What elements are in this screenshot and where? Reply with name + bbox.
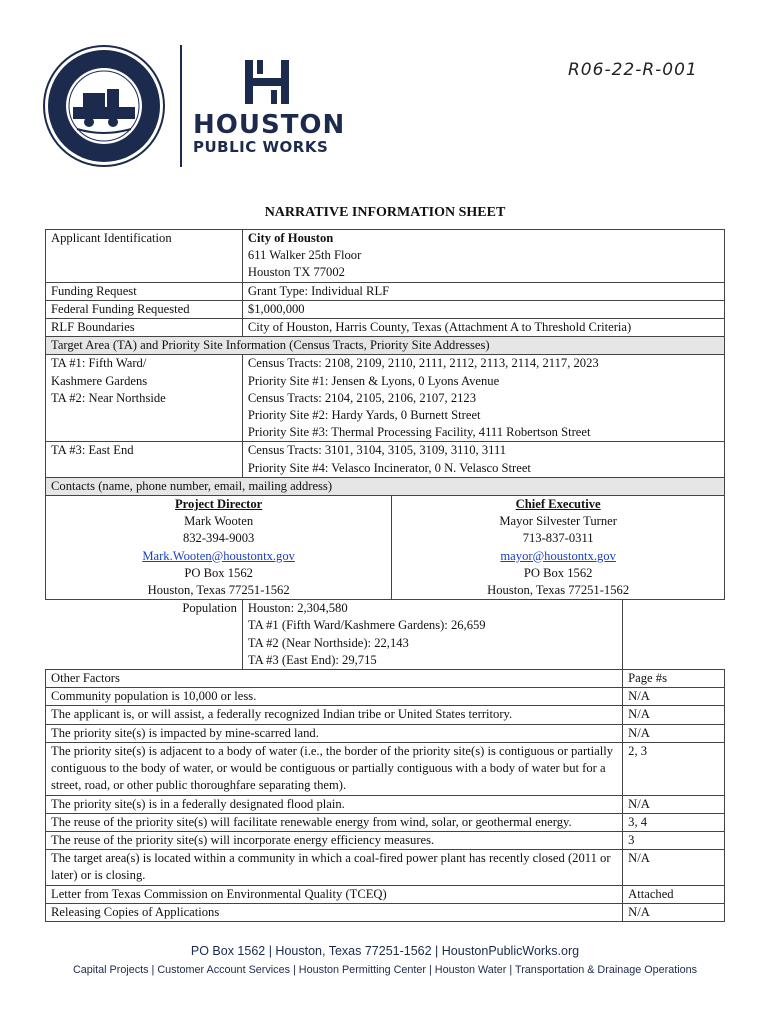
director-name: Mark Wooten <box>184 514 254 529</box>
factor-row-page: 2, 3 <box>623 742 725 795</box>
ta1-priority-site: Priority Site #1: Jensen & Lyons, 0 Lyons Avenue <box>247 373 500 388</box>
ta1-ta2-info <box>242 355 724 442</box>
factor-row-text: The priority site(s) is in a federally designated flood plain. <box>46 795 623 813</box>
logo-line-2: PUBLIC WORKS <box>193 138 329 156</box>
factor-row-text: The priority site(s) is impacted by mine-scarred land. <box>46 724 623 742</box>
ta1-label <box>46 355 243 442</box>
funding-request-label: Funding Request <box>46 282 243 300</box>
executive-city: Houston, Texas 77251-1562 <box>487 583 630 598</box>
ta3-label: TA #3: East End <box>46 442 243 477</box>
population-values <box>242 600 622 670</box>
factor-row-page: N/A <box>623 903 725 921</box>
director-title: Project Director <box>174 497 263 512</box>
factor-row-page: 3, 4 <box>623 813 725 831</box>
factor-row-page: N/A <box>623 724 725 742</box>
executive-email-link[interactable]: mayor@houstontx.gov <box>500 548 616 563</box>
footer-address: PO Box 1562 | Houston, Texas 77251-1562 | HoustonPublicWorks.org <box>190 944 580 958</box>
funding-request-value: Grant Type: Individual RLF <box>242 282 724 300</box>
page-numbers-heading: Page #s <box>623 670 725 688</box>
factor-row-text: The target area(s) is located within a community in which a coal-fired power plant has recently closed (2011 or later) or is closing. <box>46 850 623 885</box>
population-ta1: TA #1 (Fifth Ward/Kashmere Gardens): 26,659 <box>247 618 486 633</box>
houston-public-works-logo-icon <box>243 58 291 106</box>
header-divider <box>180 45 182 167</box>
population-spacer <box>623 600 725 670</box>
reference-number: R06-22-R-001 <box>568 60 698 80</box>
factor-row-text: The applicant is, or will assist, a federally recognized Indian tribe or United States territory. <box>46 706 623 724</box>
executive-title: Chief Executive <box>515 497 601 512</box>
population-houston: Houston: 2,304,580 <box>247 601 348 616</box>
factor-row-text: Releasing Copies of Applications <box>46 903 623 921</box>
executive-phone: 713-837-0311 <box>522 531 594 546</box>
applicant-address-2: Houston TX 77002 <box>247 265 345 280</box>
ta2-priority-site-2: Priority Site #2: Hardy Yards, 0 Burnett Street <box>247 408 481 423</box>
ta2-census: Census Tracts: 2104, 2105, 2106, 2107, 2123 <box>247 390 477 405</box>
applicant-address-1: 611 Walker 25th Floor <box>247 248 362 263</box>
federal-funding-value: $1,000,000 <box>242 300 724 318</box>
factor-row-page: N/A <box>623 850 725 885</box>
population-ta3: TA #3 (East End): 29,715 <box>247 652 377 667</box>
ta3-priority-site: Priority Site #4: Velasco Incinerator, 0 N. Velasco Street <box>247 460 531 475</box>
letterhead <box>0 0 770 200</box>
factor-row-page: N/A <box>623 795 725 813</box>
population-ta2: TA #2 (Near Northside): 22,143 <box>247 635 409 650</box>
logo-line-1: HOUSTON <box>193 110 346 140</box>
city-seal-icon <box>43 45 165 167</box>
project-director-contact <box>46 496 392 600</box>
executive-name: Mayor Silvester Turner <box>499 514 617 529</box>
director-po-box: PO Box 1562 <box>184 565 253 580</box>
ta3-census: Census Tracts: 3101, 3104, 3105, 3109, 3110, 3111 <box>247 443 507 458</box>
ta3-info <box>242 442 724 477</box>
rlf-value: City of Houston, Harris County, Texas (Attachment A to Threshold Criteria) <box>242 319 724 337</box>
factor-row-page: 3 <box>623 831 725 849</box>
rlf-label: RLF Boundaries <box>46 319 243 337</box>
footer-departments: Capital Projects | Customer Account Services | Houston Permitting Center | Houston Water | Transportation & Drainage Operations <box>72 964 698 976</box>
ta2-label: TA #2: Near Northside <box>51 390 166 405</box>
factor-row-page: N/A <box>623 706 725 724</box>
executive-po-box: PO Box 1562 <box>523 565 593 580</box>
factor-row-text: The priority site(s) is adjacent to a body of water (i.e., the border of the priority site(s) is contiguous or partially contiguous to the body of water, or would be contiguous or partially contiguous with a body of water but for a street, road, or other public thoroughfare separating them). <box>46 742 623 795</box>
director-email-link[interactable]: Mark.Wooten@houstontx.gov <box>142 548 295 563</box>
ta2-priority-site-3: Priority Site #3: Thermal Processing Facility, 4111 Robertson Street <box>247 425 591 440</box>
factor-row-page: Attached <box>623 885 725 903</box>
federal-funding-label: Federal Funding Requested <box>46 300 243 318</box>
other-factors-heading: Other Factors <box>46 670 623 688</box>
narrative-table <box>45 229 725 922</box>
document-title: NARRATIVE INFORMATION SHEET <box>264 205 506 220</box>
ta1-census: Census Tracts: 2108, 2109, 2110, 2111, 2112, 2113, 2114, 2117, 2023 <box>247 356 599 371</box>
ta1-label-a: TA #1: Fifth Ward/ <box>51 356 147 371</box>
factor-row-text: The reuse of the priority site(s) will facilitate renewable energy from wind, solar, or geothermal energy. <box>46 813 623 831</box>
applicant-info <box>242 230 724 283</box>
applicant-label: Applicant Identification <box>46 230 243 283</box>
chief-executive-contact <box>392 496 725 600</box>
director-city: Houston, Texas 77251-1562 <box>147 583 290 598</box>
director-phone: 832-394-9003 <box>182 531 255 546</box>
population-label: Population <box>46 600 243 670</box>
factor-row-page: N/A <box>623 688 725 706</box>
factor-row-text: Letter from Texas Commission on Environmental Quality (TCEQ) <box>46 885 623 903</box>
target-area-heading: Target Area (TA) and Priority Site Information (Census Tracts, Priority Site Addresses) <box>46 337 725 355</box>
contacts-heading: Contacts (name, phone number, email, mailing address) <box>46 477 725 495</box>
factor-row-text: Community population is 10,000 or less. <box>46 688 623 706</box>
factor-row-text: The reuse of the priority site(s) will incorporate energy efficiency measures. <box>46 831 623 849</box>
applicant-name: City of Houston <box>247 231 334 245</box>
ta1-label-b: Kashmere Gardens <box>51 373 148 388</box>
